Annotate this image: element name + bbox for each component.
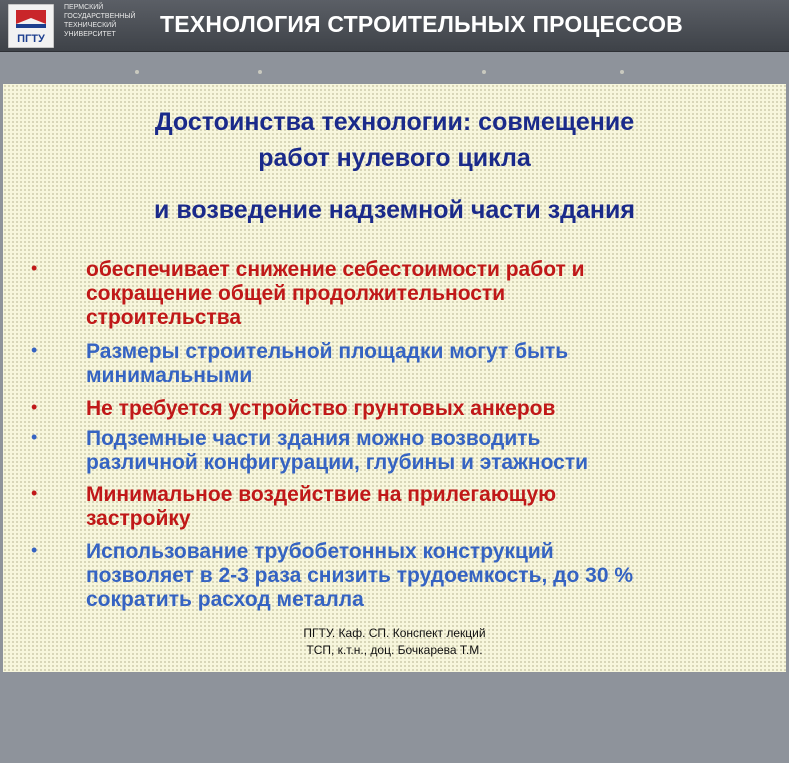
decor-dot <box>620 70 624 74</box>
university-line: ПЕРМСКИЙ <box>64 4 104 11</box>
footer-line: ПГТУ. Каф. СП. Конспект лекций <box>303 626 486 640</box>
bullet-marker: • <box>31 340 38 360</box>
decor-dot <box>482 70 486 74</box>
bullet-line: обеспечивает снижение себестоимости работ и <box>86 258 585 281</box>
slide-content <box>3 84 786 672</box>
bullet-line: сокращение общей продолжительности <box>86 282 506 305</box>
bullet-marker: • <box>31 427 38 447</box>
bullet-marker: • <box>31 483 38 503</box>
bullet-marker: • <box>31 540 38 560</box>
university-line: ТЕХНИЧЕСКИЙ <box>64 22 117 29</box>
university-line: ГОСУДАРСТВЕННЫЙ <box>64 13 136 20</box>
slide-footer <box>3 625 786 659</box>
header-bar <box>0 0 789 52</box>
footer-line: ТСП, к.т.н., доц. Бочкарева Т.М. <box>306 643 483 657</box>
university-logo <box>8 4 54 48</box>
bullet-line: застройку <box>86 507 191 530</box>
bullet-line: Использование трубобетонных конструкций <box>86 540 554 563</box>
bullet-line: строительства <box>86 306 242 329</box>
slide-title-line: работ нулевого цикла <box>258 144 531 172</box>
bullet-line: Минимальное воздействие на прилегающую <box>86 483 557 506</box>
bullet-line: Подземные части здания можно возводить <box>86 427 541 450</box>
university-line: УНИВЕРСИТЕТ <box>64 31 116 38</box>
slide-title-line: и возведение надземной части здания <box>154 196 635 224</box>
bullet-line: различной конфигурации, глубины и этажности <box>86 451 589 474</box>
decor-dot <box>135 70 139 74</box>
bullet-marker: • <box>31 258 38 278</box>
bullet-line: сократить расход металла <box>86 588 364 611</box>
bullet-line: Размеры строительной площадки могут быть <box>86 340 569 363</box>
logo-text: ПГТУ <box>17 33 45 45</box>
slide-title-line: Достоинства технологии: совмещение <box>154 108 635 136</box>
decor-dot <box>258 70 262 74</box>
course-title: ТЕХНОЛОГИЯ СТРОИТЕЛЬНЫХ ПРОЦЕССОВ <box>160 11 683 37</box>
bullet-line: минимальными <box>86 364 253 387</box>
bullet-line: Не требуется устройство грунтовых анкеров <box>86 397 556 420</box>
bullet-line: позволяет в 2-3 раза снизить трудоемкость, до 30 % <box>86 564 634 587</box>
university-name <box>64 3 154 39</box>
bullet-marker: • <box>31 397 38 417</box>
